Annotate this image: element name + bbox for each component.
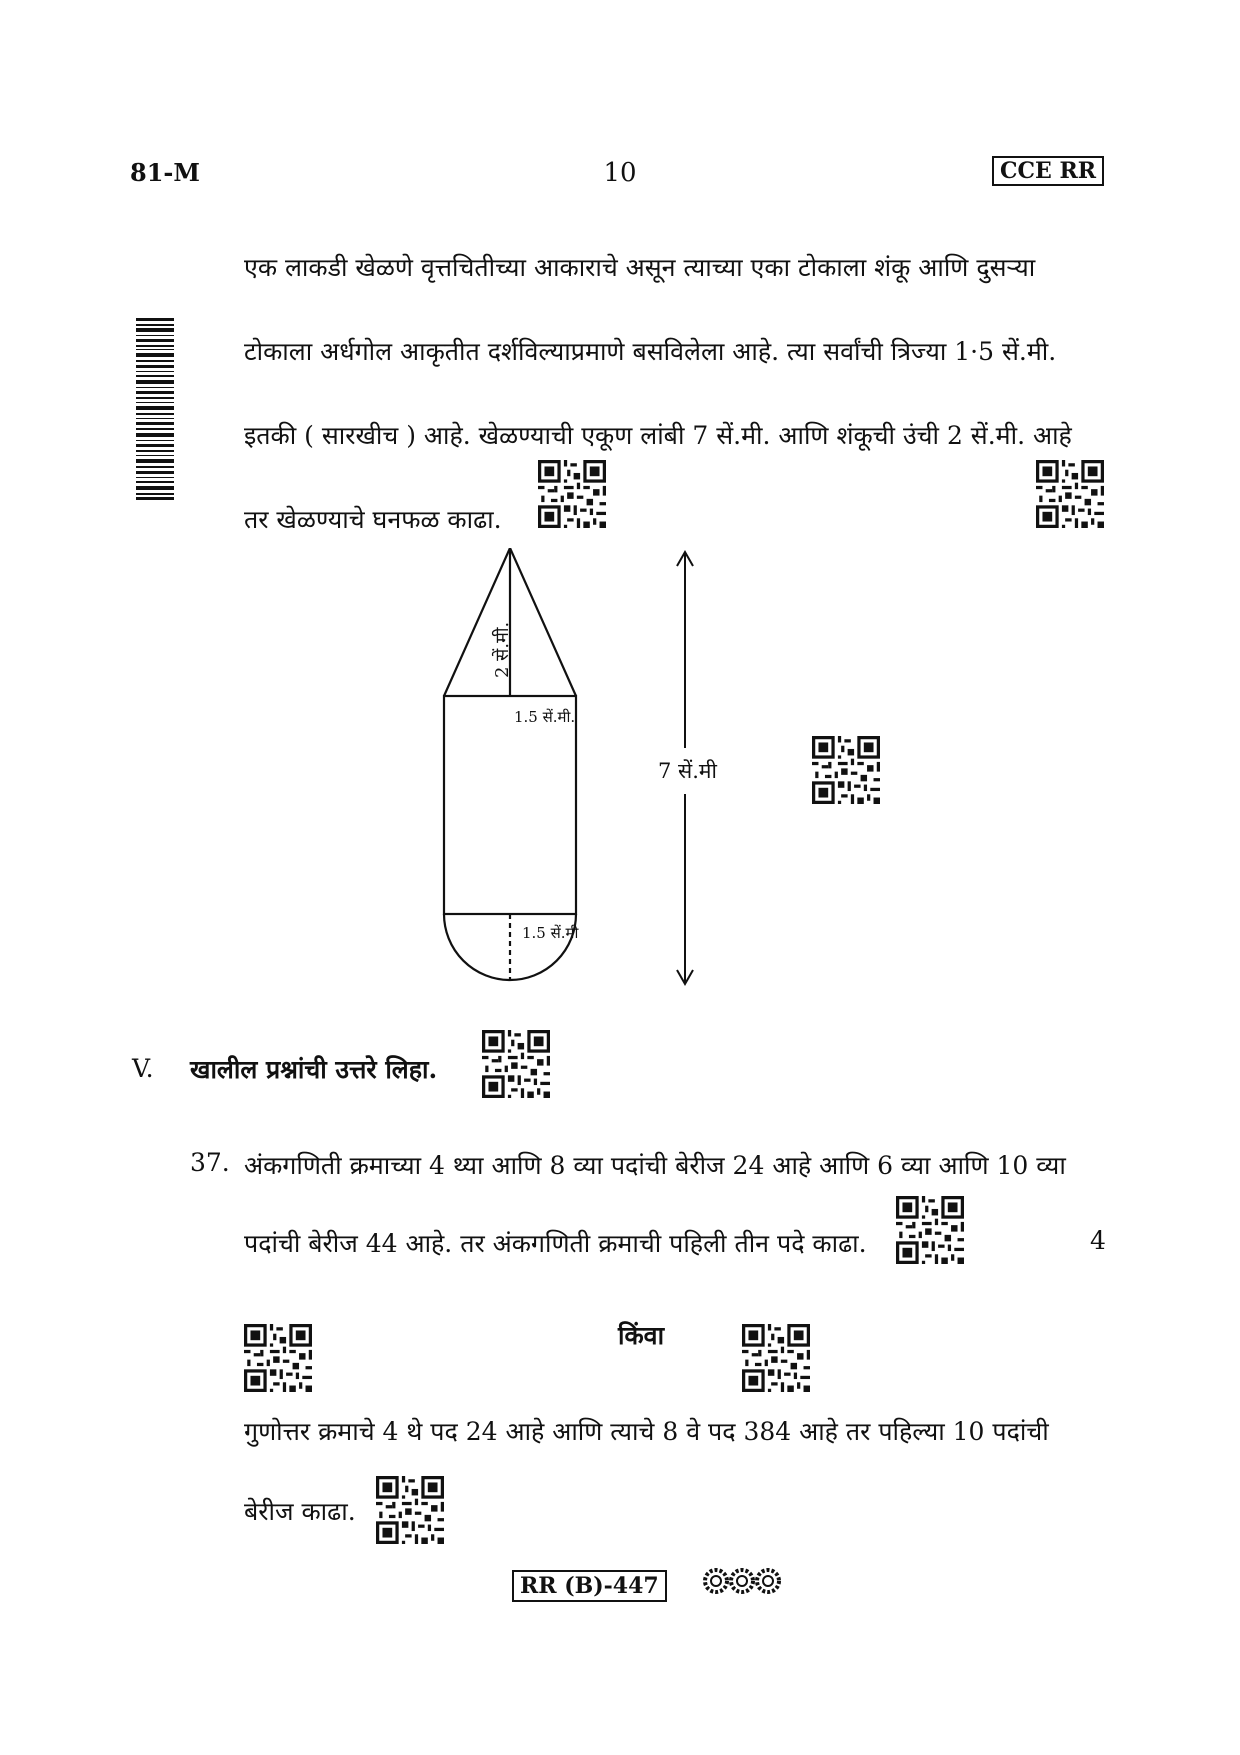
question-text-line: एक लाकडी खेळणे वृत्तचितीच्या आकाराचे असून त्याच्या एका टोकाला शंकू आणि दुसऱ्या: [244, 253, 1036, 282]
section-roman: V.: [132, 1054, 154, 1083]
toy-figure: [444, 548, 576, 980]
question-number: 37.: [190, 1148, 230, 1177]
qr-code-icon: [482, 1030, 550, 1098]
page-number: 10: [603, 158, 637, 188]
cylinder-radius-label: 1.5 सें.मी.: [514, 708, 576, 726]
or-label: किंवा: [618, 1321, 665, 1350]
question-text-line: बेरीज काढा.: [244, 1497, 356, 1526]
qr-code-icon: [1036, 460, 1104, 528]
qr-code-icon: [376, 1476, 444, 1544]
question-text-line: टोकाला अर्धगोल आकृतीत दर्शविल्याप्रमाणे बसविलेला आहे. त्या सर्वांची त्रिज्या 1·5 सें.मी.: [244, 337, 1057, 366]
question-text-line: अंकगणिती क्रमाच्या 4 थ्या आणि 8 व्या पदांची बेरीज 24 आहे आणि 6 व्या आणि 10 व्या: [244, 1151, 1066, 1180]
cone-height-label: 2 सें.मी.: [492, 621, 513, 678]
question-text-line: तर खेळण्याचे घनफळ काढा.: [244, 505, 502, 534]
question-text-line: पदांची बेरीज 44 आहे. तर अंकगणिती क्रमाची पहिली तीन पदे काढा.: [244, 1229, 867, 1258]
question-text-line: इतकी ( सारखीच ) आहे. खेळण्याची एकूण लांबी 7 सें.मी. आणि शंकूची उंची 2 सें.मी. आहे: [244, 421, 1072, 450]
section-title: खालील प्रश्नांची उत्तरे लिहा.: [190, 1055, 438, 1084]
cylinder-outline: [444, 696, 576, 914]
qr-code-icon: [896, 1196, 964, 1264]
footer-tag: RR (B)-447: [512, 1570, 667, 1602]
barcode-icon: [136, 318, 174, 500]
qr-code-icon: [742, 1324, 810, 1392]
paper-code: 81-M: [130, 158, 200, 187]
qr-code-icon: [812, 736, 880, 804]
question-text-line: गुणोत्तर क्रमाचे 4 थे पद 24 आहे आणि त्याचे 8 वे पद 384 आहे तर पहिल्या 10 पदांची: [244, 1417, 1049, 1446]
qr-code-icon: [538, 460, 606, 528]
hemisphere-radius-label: 1.5 सें.मी: [522, 924, 579, 942]
exam-tag: CCE RR: [992, 156, 1104, 186]
marks-label: 4: [1090, 1226, 1106, 1255]
total-length-label: 7 सें.मी: [658, 759, 717, 783]
toy-diagram: [440, 548, 760, 1004]
decorative-rings-icon: [702, 1566, 782, 1596]
qr-code-icon: [244, 1324, 312, 1392]
